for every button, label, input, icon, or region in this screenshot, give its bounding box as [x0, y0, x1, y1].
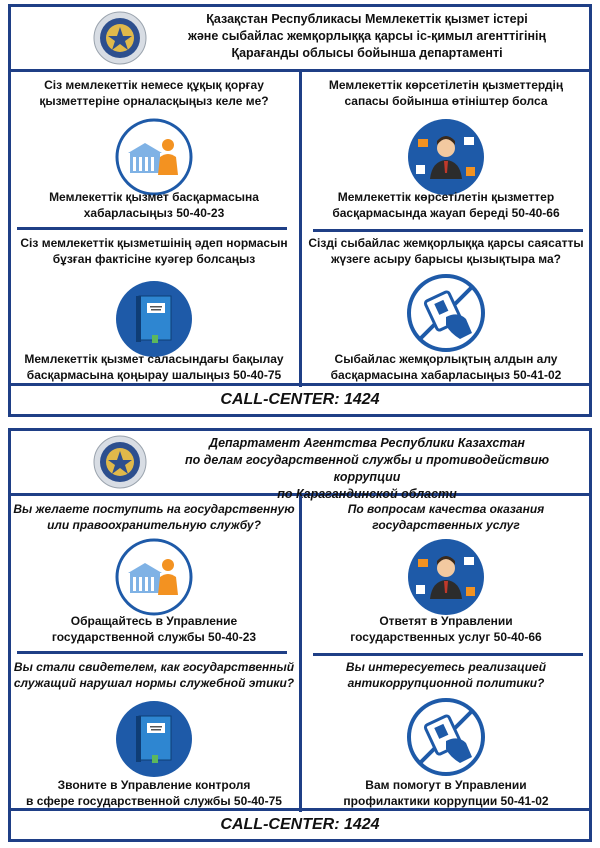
ru-cell-ethics — [11, 657, 297, 811]
kz-header-line-2: және сыбайлас жемқорлыққа қарсы іс-қимыл агенттігінің — [187, 29, 547, 43]
ru-cell-3-question: Вы стали свидетелем, как государственный служащий нарушал нормы служебной этики? — [13, 660, 295, 690]
ru-header — [11, 431, 589, 501]
kz-call-center: CALL-CENTER: 1424 — [11, 383, 589, 414]
ru-cell-2-question: По вопросам качества оказания государственных услуг — [347, 502, 545, 532]
manager-icon — [406, 117, 486, 197]
kz-cell-ethics — [11, 233, 297, 387]
manager-icon — [406, 537, 486, 617]
emblem-icon — [93, 11, 147, 65]
ru-horizontal-divider-left — [17, 651, 287, 654]
kz-vertical-divider — [299, 72, 302, 387]
kz-cell-anticorruption — [303, 233, 589, 387]
ru-cell-civil-service — [11, 497, 297, 651]
kz-panel — [8, 4, 592, 417]
ru-cell-4-question: Вы интересуетесь реализацией антикоррупционной политики? — [345, 660, 547, 690]
ru-cell-public-services — [303, 497, 589, 651]
ru-header-line-2: по делам государственной службы и противодействию коррупции — [184, 453, 550, 484]
kz-horizontal-divider-left — [17, 227, 287, 230]
ru-call-center: CALL-CENTER: 1424 — [11, 808, 589, 839]
kz-cell-3-question: Сіз мемлекеттік қызметшінің әдеп нормасын бұзған фактісіне куәгер болсаңыз — [20, 236, 288, 266]
building-person-icon — [114, 537, 194, 617]
kz-cell-2-question: Мемлекеттік көрсетілетін қызметтердің сапасы бойынша өтініштер болса — [328, 78, 564, 108]
ru-cell-1-question: Вы желаете поступить на государственную или правоохранительную службу? — [13, 502, 295, 532]
ru-header-title — [153, 435, 581, 503]
kz-header-title — [153, 11, 581, 62]
kz-cell-4-answer: Сыбайлас жемқорлықтың алдын алу басқармасына хабарласыңыз 50-41-02 — [330, 352, 562, 382]
ru-cell-anticorruption — [303, 657, 589, 811]
kz-cell-3-answer: Мемлекеттік қызмет саласындағы бақылау басқармасына қоңырау шалыңыз 50-40-75 — [24, 352, 284, 382]
kz-horizontal-divider-right — [313, 229, 583, 232]
kz-cell-2-answer: Мемлекеттік көрсетілетін қызметтер басқармасында жауап береді 50-40-66 — [332, 190, 560, 220]
ru-header-line-3: по Карагандинской области — [277, 487, 457, 501]
kz-cell-1-question: Сіз мемлекеттік немесе құқық қорғау қызметтеріне орналасқыңыз келе ме? — [39, 78, 269, 108]
rulebook-icon — [114, 699, 194, 779]
emblem-icon — [93, 435, 147, 489]
kz-cell-1-answer: Мемлекеттік қызмет басқармасына хабарласыңыз 50-40-23 — [49, 190, 259, 220]
ru-horizontal-divider-right — [313, 653, 583, 656]
rulebook-icon — [114, 279, 194, 359]
kz-header-line-1: Қазақстан Республикасы Мемлекеттік қызмет істері — [206, 12, 528, 26]
ru-header-line-1: Департамент Агентства Республики Казахстан — [209, 436, 525, 450]
hand-document-icon — [406, 697, 486, 777]
ru-cell-4-answer: Вам помогут в Управлении профилактики коррупции 50-41-02 — [343, 778, 549, 808]
ru-cell-2-answer: Ответят в Управлении государственных услуг 50-40-66 — [350, 614, 542, 644]
ru-cell-1-answer: Обращайтесь в Управление государственной службы 50-40-23 — [51, 614, 257, 644]
kz-cell-civil-service — [11, 73, 297, 227]
ru-vertical-divider — [299, 496, 302, 812]
building-person-icon — [114, 117, 194, 197]
kz-header — [11, 7, 589, 72]
kz-header-line-3: Қарағанды облысы бойынша департаменті — [231, 46, 503, 60]
kz-cell-public-services — [303, 73, 589, 227]
ru-panel — [8, 428, 592, 842]
ru-cell-3-answer: Звоните в Управление контроля в сфере государственной службы 50-40-75 — [26, 778, 282, 808]
kz-cell-4-question: Сізді сыбайлас жемқорлыққа қарсы саясатты жүзеге асыру барысы қызықтыра ма? — [308, 236, 584, 266]
hand-document-icon — [406, 273, 486, 353]
